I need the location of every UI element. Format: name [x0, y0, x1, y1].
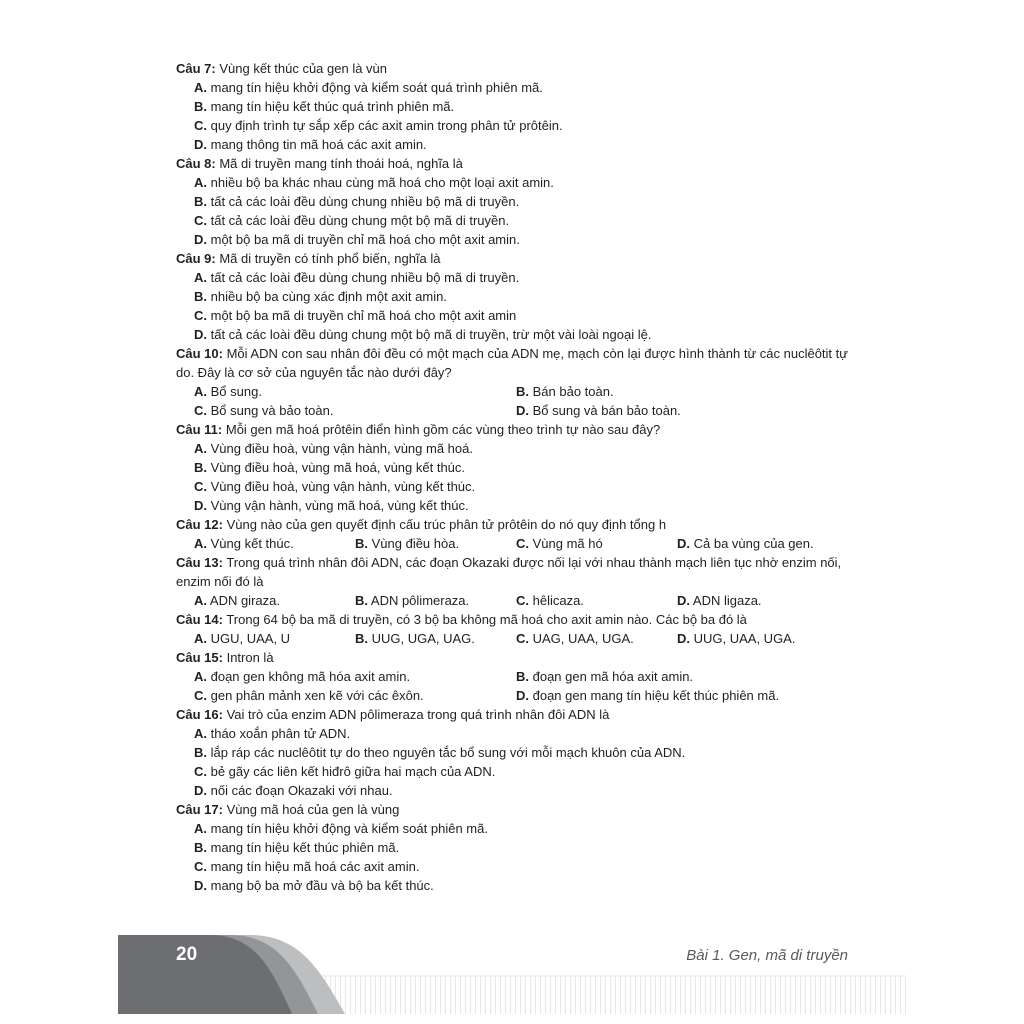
question	[176, 610, 856, 648]
answer-option	[194, 211, 856, 230]
option-key: B.	[194, 745, 207, 760]
option-text: Cả ba vùng của gen.	[690, 536, 814, 551]
answer-option	[194, 458, 856, 477]
option-text: Vùng điều hoà, vùng vận hành, vùng kết thúc.	[207, 479, 476, 494]
answer-option	[194, 762, 856, 781]
answer-option	[194, 439, 856, 458]
question	[176, 648, 856, 705]
answer-option	[194, 838, 856, 857]
option-text: Vùng vận hành, vùng mã hoá, vùng kết thúc.	[207, 498, 469, 513]
option-text: đoạn gen không mã hóa axit amin.	[207, 669, 411, 684]
option-key: C.	[194, 688, 207, 703]
answer-option	[194, 401, 516, 420]
option-text: đoạn gen mang tín hiệu kết thúc phiên mã.	[529, 688, 780, 703]
option-text: một bộ ba mã di truyền chỉ mã hoá cho một axit amin	[207, 308, 517, 323]
page-footer	[0, 930, 1024, 1024]
option-text: nhiều bộ ba cùng xác định một axit amin.	[207, 289, 447, 304]
question-stem	[176, 420, 856, 439]
option-text: Vùng kết thúc.	[207, 536, 294, 551]
chapter-title: Bài 1. Gen, mã di truyền	[686, 947, 848, 964]
page-number: 20	[176, 944, 198, 965]
answer-option	[194, 192, 856, 211]
question	[176, 800, 856, 895]
question-text: Vùng mã hoá của gen là vùng	[222, 802, 400, 817]
option-text: UGU, UAA, U	[207, 631, 291, 646]
option-text: tất cả các loài đều dùng chung nhiều bộ mã di truyền.	[207, 270, 520, 285]
option-key: D.	[194, 232, 207, 247]
answer-options	[176, 819, 856, 895]
option-key: D.	[677, 593, 690, 608]
option-key: B.	[516, 669, 529, 684]
option-text: tất cả các loài đều dùng chung nhiều bộ mã di truyền.	[207, 194, 520, 209]
option-text: mang thông tin mã hoá các axit amin.	[207, 137, 427, 152]
option-row	[194, 591, 856, 610]
question-stem	[176, 705, 856, 724]
option-key: B.	[355, 631, 368, 646]
option-key: D.	[194, 878, 207, 893]
option-key: A.	[194, 821, 207, 836]
option-key: A.	[194, 384, 207, 399]
question-stem	[176, 59, 856, 78]
option-key: B.	[194, 194, 207, 209]
option-text: nối các đoạn Okazaki với nhau.	[207, 783, 393, 798]
question-stem	[176, 648, 856, 667]
option-row	[194, 667, 856, 686]
answer-option	[516, 667, 693, 686]
question-label: Câu 8:	[176, 156, 216, 171]
question-text: Vùng nào của gen quyết định cấu trúc phân tử prôtêin do nó quy định tổng h	[222, 517, 667, 532]
question-list	[176, 59, 856, 895]
option-key: A.	[194, 80, 207, 95]
option-text: Bổ sung.	[207, 384, 262, 399]
option-key: D.	[194, 498, 207, 513]
question-label: Câu 11:	[176, 422, 223, 437]
answer-option	[355, 629, 516, 648]
option-key: D.	[194, 327, 207, 342]
answer-options	[176, 439, 856, 515]
question-stem	[176, 344, 856, 382]
option-key: A.	[194, 669, 207, 684]
answer-option	[516, 686, 779, 705]
option-text: gen phân mảnh xen kẽ với các êxôn.	[207, 688, 424, 703]
question-text: Mã di truyền có tính phổ biến, nghĩa là	[215, 251, 441, 266]
option-text: bẻ gãy các liên kết hiđrô giữa hai mạch của ADN.	[207, 764, 496, 779]
answer-option	[194, 591, 355, 610]
question-text: Trong quá trình nhân đôi ADN, các đoạn Okazaki được nối lại với nhau thành mạch liên tục nhờ enzim nối, enzim nối đó là	[176, 555, 842, 589]
answer-option	[194, 230, 856, 249]
question-label: Câu 14:	[176, 612, 223, 627]
option-row	[194, 382, 856, 401]
question-text: Trong 64 bộ ba mã di truyền, có 3 bộ ba không mã hoá cho axit amin nào. Các bộ ba đó là	[222, 612, 747, 627]
question	[176, 249, 856, 344]
answer-option	[355, 591, 516, 610]
answer-option	[194, 496, 856, 515]
question	[176, 515, 856, 553]
answer-options	[176, 78, 856, 154]
option-text: mang tín hiệu kết thúc phiên mã.	[207, 840, 400, 855]
option-text: mang tín hiệu mã hoá các axit amin.	[207, 859, 420, 874]
question-text: Mỗi gen mã hoá prôtêin điển hình gồm các vùng theo trình tự nào sau đây?	[222, 422, 661, 437]
option-text: Vùng điều hoà, vùng mã hoá, vùng kết thúc.	[207, 460, 466, 475]
option-text: tất cả các loài đều dùng chung một bộ mã di truyền, trừ một vài loài ngoại lệ.	[207, 327, 652, 342]
option-text: đoạn gen mã hóa axit amin.	[529, 669, 694, 684]
question	[176, 420, 856, 515]
option-row	[194, 629, 856, 648]
option-text: mang tín hiệu khởi động và kiểm soát phiên mã.	[207, 821, 488, 836]
answer-option	[194, 306, 856, 325]
option-key: A.	[194, 270, 207, 285]
answer-option	[194, 135, 856, 154]
option-text: UAG, UAA, UGA.	[529, 631, 634, 646]
question-label: Câu 12:	[176, 517, 223, 532]
answer-options	[176, 268, 856, 344]
answer-option	[516, 591, 677, 610]
option-text: quy định trình tự sắp xếp các axit amin trong phân tử prôtêin.	[207, 118, 563, 133]
answer-option	[516, 629, 677, 648]
answer-options	[176, 667, 856, 705]
answer-option	[194, 876, 856, 895]
answer-option	[194, 116, 856, 135]
option-text: một bộ ba mã di truyền chỉ mã hoá cho một axit amin.	[207, 232, 520, 247]
option-text: lắp ráp các nuclêôtit tự do theo nguyên tắc bổ sung với mỗi mạch khuôn của ADN.	[207, 745, 686, 760]
option-key: B.	[355, 593, 368, 608]
question-text: Intron là	[222, 650, 274, 665]
option-key: C.	[516, 593, 529, 608]
option-key: C.	[194, 308, 207, 323]
answer-options	[176, 629, 856, 648]
answer-option	[516, 401, 681, 420]
option-key: C.	[516, 536, 529, 551]
option-text: UUG, UGA, UAG.	[368, 631, 475, 646]
option-text: ADN giraza.	[207, 593, 280, 608]
question	[176, 154, 856, 249]
question-text: Mỗi ADN con sau nhân đôi đều có một mạch của ADN mẹ, mạch còn lại được hình thành từ các nuclêôtit tự do. Đây là cơ sở của nguyên tắc nào dưới đây?	[176, 346, 848, 380]
option-key: A.	[194, 441, 207, 456]
option-key: B.	[516, 384, 529, 399]
answer-options	[176, 724, 856, 800]
answer-option	[194, 382, 516, 401]
option-row	[194, 401, 856, 420]
answer-option	[516, 534, 677, 553]
question	[176, 344, 856, 420]
option-key: C.	[194, 859, 207, 874]
question-label: Câu 15:	[176, 650, 223, 665]
answer-option	[194, 724, 856, 743]
option-key: B.	[194, 460, 207, 475]
answer-option	[194, 667, 516, 686]
question-stem	[176, 800, 856, 819]
answer-option	[194, 268, 856, 287]
option-key: D.	[677, 631, 690, 646]
question-stem	[176, 515, 856, 534]
answer-option	[194, 857, 856, 876]
answer-option	[194, 325, 856, 344]
option-key: D.	[677, 536, 690, 551]
answer-option	[194, 97, 856, 116]
answer-option	[355, 534, 516, 553]
option-key: C.	[194, 764, 207, 779]
question-label: Câu 13:	[176, 555, 223, 570]
option-text: mang tín hiệu khởi động và kiểm soát quá trình phiên mã.	[207, 80, 543, 95]
option-text: mang bộ ba mở đầu và bộ ba kết thúc.	[207, 878, 434, 893]
option-key: C.	[194, 118, 207, 133]
question	[176, 705, 856, 800]
option-text: nhiều bộ ba khác nhau cùng mã hoá cho một loại axit amin.	[207, 175, 554, 190]
question-stem	[176, 249, 856, 268]
option-key: D.	[194, 137, 207, 152]
option-key: D.	[516, 403, 529, 418]
answer-option	[194, 287, 856, 306]
option-key: A.	[194, 175, 207, 190]
answer-option	[194, 819, 856, 838]
option-text: Vùng điều hoà, vùng vận hành, vùng mã hoá.	[207, 441, 473, 456]
question-label: Câu 10:	[176, 346, 223, 361]
option-key: C.	[516, 631, 529, 646]
answer-option	[194, 743, 856, 762]
answer-options	[176, 173, 856, 249]
option-key: B.	[194, 840, 207, 855]
option-key: A.	[194, 631, 207, 646]
option-text: Bán bảo toàn.	[529, 384, 614, 399]
answer-option	[194, 629, 355, 648]
answer-option	[194, 781, 856, 800]
option-key: D.	[516, 688, 529, 703]
answer-option	[194, 78, 856, 97]
option-text: tất cả các loài đều dùng chung một bộ mã di truyền.	[207, 213, 510, 228]
question-stem	[176, 154, 856, 173]
answer-option	[516, 382, 614, 401]
option-text: Bổ sung và bảo toàn.	[207, 403, 334, 418]
answer-option	[677, 629, 795, 648]
question	[176, 553, 856, 610]
option-text: Vùng điều hòa.	[368, 536, 460, 551]
option-text: mang tín hiệu kết thúc quá trình phiên mã.	[207, 99, 455, 114]
answer-option	[194, 173, 856, 192]
answer-option	[677, 591, 762, 610]
question-label: Câu 17:	[176, 802, 223, 817]
question	[176, 59, 856, 154]
option-text: ADN pôlimeraza.	[368, 593, 470, 608]
option-text: Vùng mã hó	[529, 536, 603, 551]
option-key: A.	[194, 726, 207, 741]
option-key: C.	[194, 403, 207, 418]
option-text: hêlicaza.	[529, 593, 584, 608]
option-key: C.	[194, 479, 207, 494]
option-key: B.	[194, 99, 207, 114]
option-text: ADN ligaza.	[690, 593, 762, 608]
option-text: Bổ sung và bán bảo toàn.	[529, 403, 681, 418]
question-label: Câu 7:	[176, 61, 216, 76]
answer-option	[194, 534, 355, 553]
option-key: B.	[355, 536, 368, 551]
answer-options	[176, 382, 856, 420]
question-label: Câu 16:	[176, 707, 223, 722]
answer-options	[176, 534, 856, 553]
option-text: tháo xoắn phân tử ADN.	[207, 726, 351, 741]
option-key: A.	[194, 536, 207, 551]
question-text: Mã di truyền mang tính thoái hoá, nghĩa là	[215, 156, 463, 171]
answer-option	[677, 534, 814, 553]
option-row	[194, 534, 856, 553]
option-text: UUG, UAA, UGA.	[690, 631, 796, 646]
answer-option	[194, 477, 856, 496]
answer-option	[194, 686, 516, 705]
question-label: Câu 9:	[176, 251, 216, 266]
option-key: A.	[194, 593, 207, 608]
question-stem	[176, 553, 856, 591]
question-stem	[176, 610, 856, 629]
option-key: B.	[194, 289, 207, 304]
footer-decoration	[0, 930, 1024, 1024]
question-text: Vùng kết thúc của gen là vùn	[215, 61, 388, 76]
option-row	[194, 686, 856, 705]
option-key: D.	[194, 783, 207, 798]
question-text: Vai trò của enzim ADN pôlimeraza trong quá trình nhân đôi ADN là	[222, 707, 610, 722]
option-key: C.	[194, 213, 207, 228]
answer-options	[176, 591, 856, 610]
